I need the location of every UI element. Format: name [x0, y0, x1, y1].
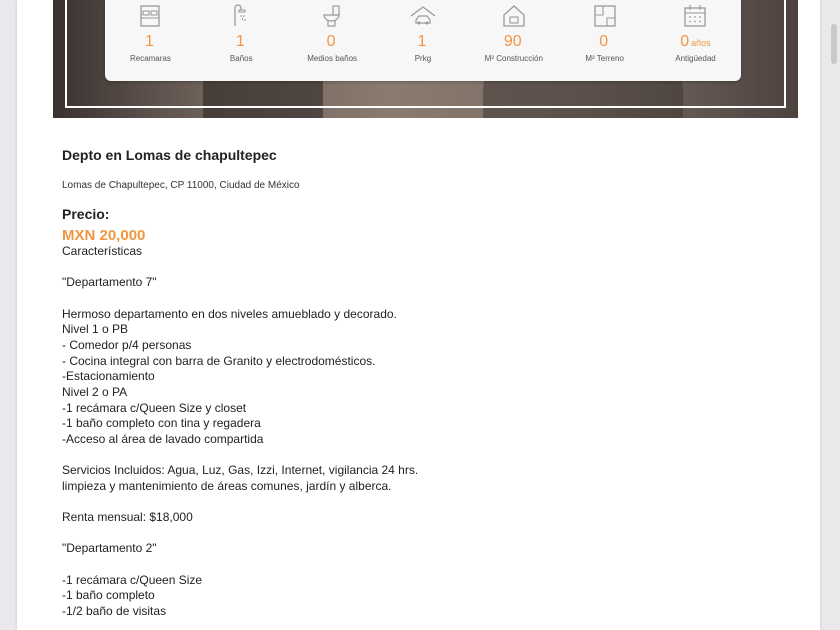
- listing-address: Lomas de Chapultepec, CP 11000, Ciudad de México: [62, 180, 300, 191]
- floorplan-icon: [591, 2, 619, 30]
- stat-bedrooms: [108, 0, 193, 81]
- stat-value: 0: [326, 33, 336, 50]
- property-stats-bar: [105, 0, 741, 81]
- stat-parking: [380, 0, 465, 81]
- scrollbar[interactable]: [831, 24, 837, 64]
- stat-land: [562, 0, 647, 81]
- stat-value: 90: [503, 33, 522, 50]
- stat-label: Recamaras: [129, 54, 171, 63]
- stat-label: Prkg: [414, 54, 432, 63]
- stat-label: M² Construcción: [484, 54, 543, 63]
- stat-bathrooms: [199, 0, 284, 81]
- listing-details: [62, 146, 762, 620]
- stat-label: Medios baños: [307, 54, 358, 63]
- stat-value: 1: [417, 33, 427, 50]
- listing-description: Características "Departamento 7" Hermoso departamento en dos niveles amueblado y decorado. Nivel 1 o PB - Comedor p/4 personas - Cocina integral con barra de Granito y electrodomésticos. -Estacionamiento Nivel 2 o PA -1 recámara c/Queen Size y closet -1 baño completo con tina y regadera -Acceso al área de lavado compartida Servicios Incluidos: Agua, Luz, Gas, Izzi, Internet, vigilancia 24 hrs. limpieza y mantenimiento de áreas comunes, jardín y alberca. Renta mensual: $18,000 "Departamento 2" -1 recámara c/Queen Size -1 baño completo -1/2 baño de visitas: [62, 244, 419, 619]
- stat-label: Antigüedad: [675, 54, 716, 63]
- listing-title: Depto en Lomas de chapultepec: [62, 147, 277, 163]
- calendar-icon: [681, 2, 709, 30]
- car-icon: [408, 2, 438, 30]
- stat-construction: [471, 0, 556, 81]
- bed-icon: [136, 2, 164, 30]
- stat-value: 0 años: [680, 33, 711, 50]
- stat-value: 1: [235, 33, 245, 50]
- stat-value: 0: [599, 33, 609, 50]
- stat-age: [653, 0, 738, 81]
- house-icon: [500, 2, 528, 30]
- stat-label: M² Terreno: [585, 54, 624, 63]
- stat-label: Baños: [229, 54, 253, 63]
- price-value: MXN 20,000: [62, 227, 146, 244]
- stat-value: 1: [144, 33, 154, 50]
- stat-half-baths: [290, 0, 375, 81]
- price-label: Precio:: [62, 206, 110, 222]
- shower-icon: [227, 2, 255, 30]
- toilet-icon: [318, 2, 346, 30]
